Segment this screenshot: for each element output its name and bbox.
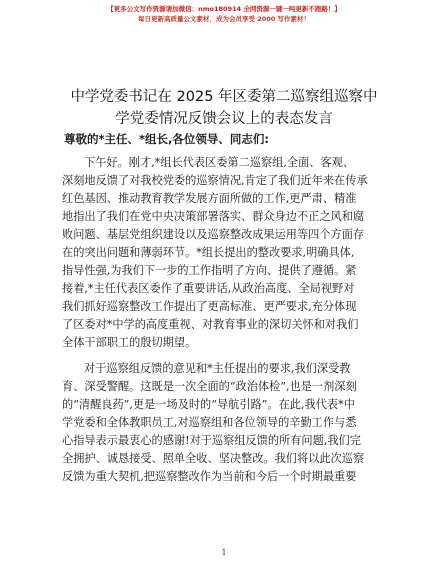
body-line: 接着,*主任代表区委作了重要讲话,从政治高度、全局视野对 xyxy=(62,282,355,295)
body-line: 学党委和全体教职员工,对巡察组和各位领导的辛勤工作与悉 xyxy=(62,416,357,429)
document-title-line1: 中学党委书记在 2025 年区委第二巡察组巡察中 xyxy=(70,89,378,105)
body-line: 我们抓好巡察整改工作提出了更高标准、更严要求,充分体现 xyxy=(62,300,357,313)
body-line: 对于巡察组反馈的意见和*主任提出的要求,我们深受教 xyxy=(84,362,351,375)
body-line: 全体干部职工的殷切期望。 xyxy=(62,336,197,349)
body-line: 深刻地反馈了对我校党委的巡察情况,肯定了我们近年来在传承 xyxy=(62,174,368,187)
body-line: 反馈为重大契机,把巡察整改作为当前和今后一个时期最重要 xyxy=(62,470,357,483)
body-line: 红色基因、推动教育教学发展方面所做的工作,更严肃、精准 xyxy=(62,192,357,205)
body-line: 育、深受警醒。这既是一次全面的“政治体检”,也是一剂深刻 xyxy=(62,380,357,393)
promo-banner xyxy=(0,4,448,24)
body-line: 在的突出问题和薄弱环节。*组长提出的整改要求,明确具体, xyxy=(62,246,355,259)
body-line: 地指出了我们在党中央决策部署落实、群众身边不正之风和腐 xyxy=(62,210,365,223)
body-line: 指导性强,为我们下一步的工作指明了方向、提供了遵循。紧 xyxy=(62,264,357,277)
document-body xyxy=(62,154,390,486)
body-line: 了区委对*中学的高度重视、对教育事业的深切关怀和对我们 xyxy=(62,318,359,331)
body-line: 下午好。刚才,*组长代表区委第二巡察组,全面、客观、 xyxy=(84,156,355,169)
body-line: 败问题、基层党组织建设以及巡察整改成果运用等四个方面存 xyxy=(62,228,365,241)
salutation: 尊敬的*主任、*组长,各位领导、同志们: xyxy=(64,132,269,146)
promo-banner-line2: 每日更新高质量公文素材，成为会员享受 2000 写作素材！ xyxy=(137,15,311,23)
body-line: 心指导表示最衷心的感谢!对于巡察组反馈的所有问题,我们完 xyxy=(62,434,361,447)
document-title-line2: 学党委情况反馈会议上的表态发言 xyxy=(115,111,333,127)
promo-banner-line1: 【更多公文写作资源请加微信：nmo180914 全网资源一键一吨更新不跑路！】 xyxy=(107,5,341,13)
document-title xyxy=(40,86,408,130)
body-line: 全拥护、诚恳接受、照单全收、坚决整改。我们将以此次巡察 xyxy=(62,452,365,465)
page-number: 1 xyxy=(221,548,227,557)
body-line: 的“清醒良药”,更是一场及时的“导航引路”。在此,我代表*中 xyxy=(62,398,355,411)
